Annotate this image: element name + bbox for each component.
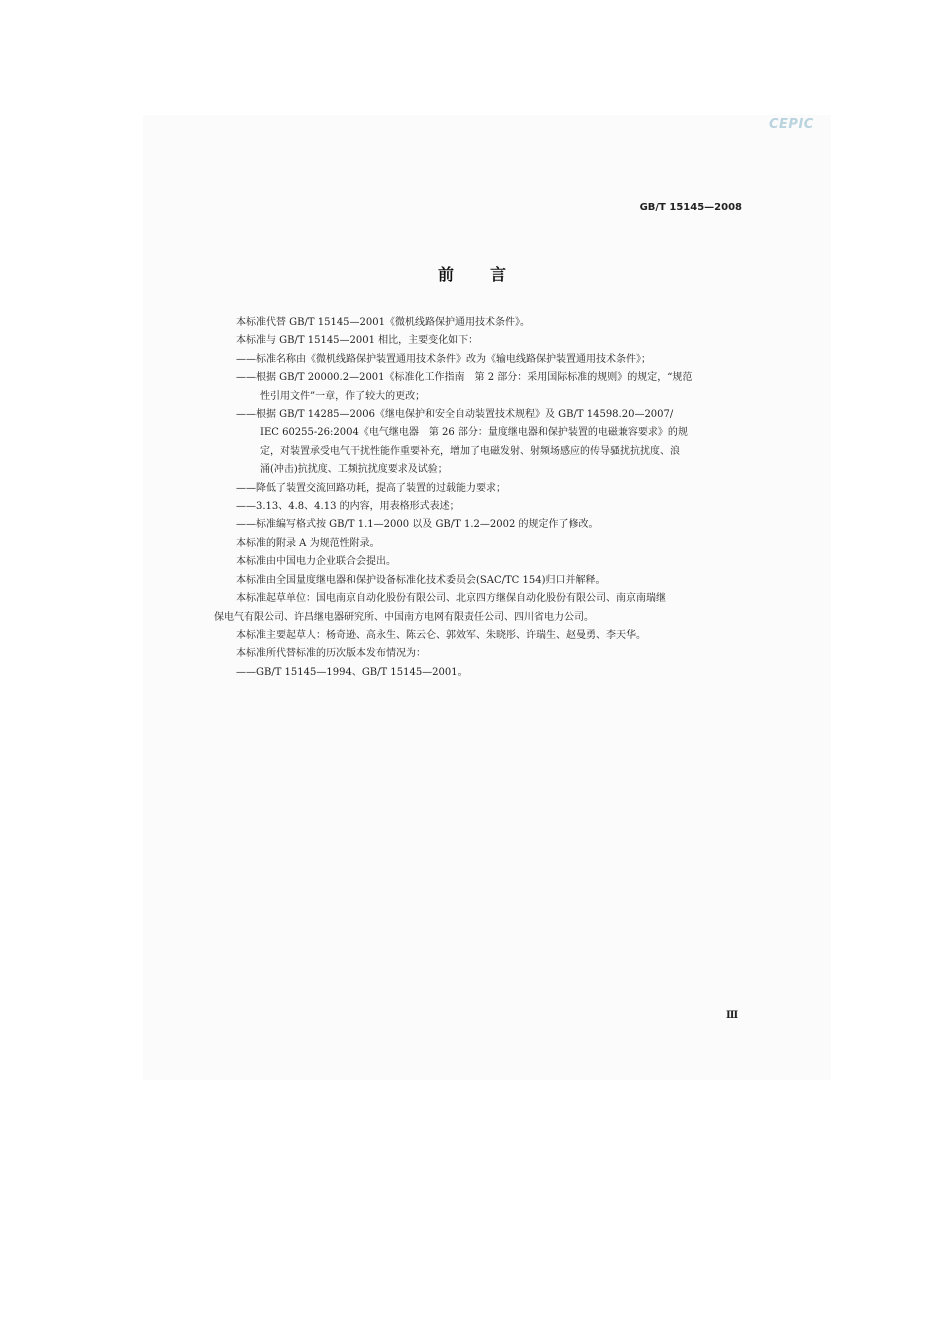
standard-code: GB/T 15145—2008 [639, 202, 742, 213]
paragraph: 本标准代替 GB/T 15145—2001《微机线路保护通用技术条件》。 [236, 317, 530, 328]
list-item: ——GB/T 15145—1994、GB/T 15145—2001。 [236, 666, 468, 678]
paragraph: 本标准主要起草人：杨奇逊、高永生、陈云仑、郭效军、朱晓彤、许瑞生、赵曼勇、李天华。 [236, 629, 646, 641]
paragraph: 本标准起草单位：国电南京自动化股份有限公司、北京四方继保自动化股份有限公司、南京南瑞继 [236, 593, 666, 605]
paragraph: 本标准由全国量度继电器和保护设备标准化技术委员会(SAC/TC 154)归口并解释。 [236, 574, 606, 586]
paragraph-continuation: 保电气有限公司、许昌继电器研究所、中国南方电网有限责任公司、四川省电力公司。 [214, 611, 594, 623]
list-item: ——3.13、4.8、4.13 的内容，用表格形式表述； [236, 501, 460, 513]
list-item: ——标准编写格式按 GB/T 1.1—2000 以及 GB/T 1.2—2002 的规定作了修改。 [236, 519, 599, 531]
foreword-body [214, 314, 744, 682]
list-item-continuation: IEC 60255-26:2004《电气继电器 第 26 部分：量度继电器和保护装置的电磁兼容要求》的规 [260, 427, 688, 439]
page-title: 前言 [438, 265, 543, 284]
list-item: ——根据 GB/T 14285—2006《继电保护和安全自动装置技术规程》及 GB/T 14598.20—2007/ [236, 409, 674, 421]
list-item-continuation: 涌(冲击)抗扰度、工频抗扰度要求及试验； [260, 464, 448, 476]
paragraph: 本标准由中国电力企业联合会提出。 [236, 556, 396, 568]
list-item-continuation: 定，对装置承受电气干扰性能作重要补充，增加了电磁发射、射频场感应的传导骚扰抗扰度、浪 [260, 445, 680, 457]
list-item-continuation: 性引用文件”一章，作了较大的更改； [260, 390, 426, 402]
publisher-logo: CEPIC [769, 117, 814, 132]
paragraph: 本标准所代替标准的历次版本发布情况为： [236, 648, 426, 660]
list-item: ——降低了装置交流回路功耗，提高了装置的过载能力要求； [236, 482, 506, 494]
paragraph: 本标准与 GB/T 15145—2001 相比，主要变化如下： [236, 335, 479, 347]
list-item: ——根据 GB/T 20000.2—2001《标准化工作指南 第 2 部分：采用国际标准的规则》的规定，“规范 [236, 372, 693, 384]
paragraph: 本标准的附录 A 为规范性附录。 [236, 537, 380, 549]
page-number: Ⅲ [726, 1010, 739, 1021]
list-item: ——标准名称由《微机线路保护装置通用技术条件》改为《输电线路保护装置通用技术条件》； [236, 353, 651, 365]
